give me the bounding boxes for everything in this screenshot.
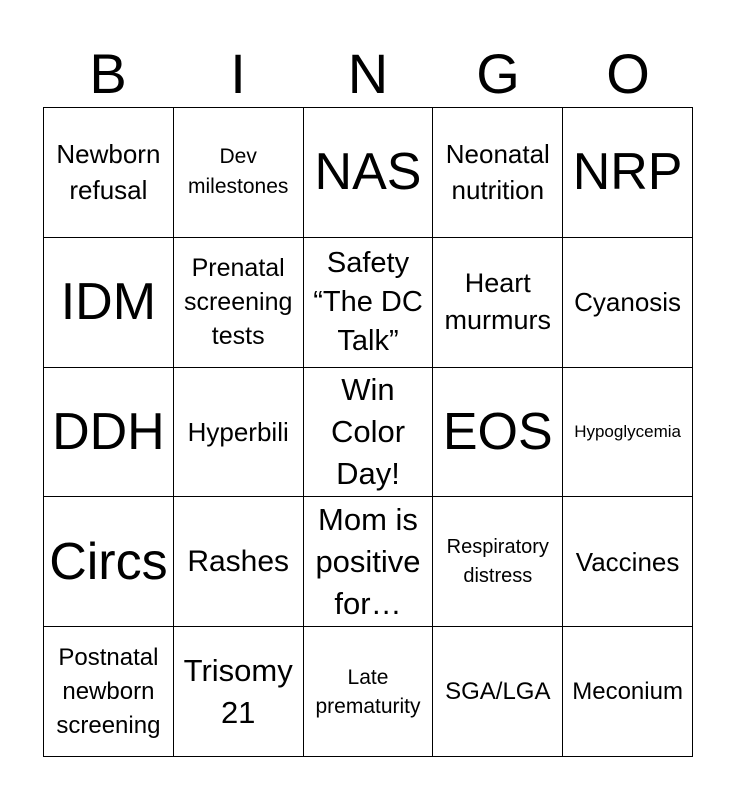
- header-letter-g: G: [476, 42, 520, 105]
- bingo-cell[interactable]: [433, 108, 563, 238]
- bingo-cell[interactable]: [44, 108, 174, 238]
- bingo-cell-label: DDH: [52, 402, 165, 461]
- bingo-cell-label: Neonatal nutrition: [445, 139, 550, 206]
- bingo-cell[interactable]: [563, 108, 693, 238]
- bingo-cell-label: Safety “The DC Talk”: [313, 246, 423, 357]
- bingo-cell[interactable]: [304, 108, 434, 238]
- bingo-cell[interactable]: [433, 368, 563, 498]
- bingo-cell[interactable]: [433, 497, 563, 627]
- bingo-cell-label: Vaccines: [575, 546, 680, 577]
- header-letter-o: O: [606, 42, 650, 105]
- bingo-cell-label: Hyperbili: [187, 416, 289, 447]
- bingo-cell-label: Hypoglycemia: [574, 422, 681, 442]
- bingo-cell[interactable]: [44, 627, 174, 757]
- bingo-cell[interactable]: [433, 238, 563, 368]
- bingo-cell[interactable]: [174, 238, 304, 368]
- bingo-cell-label: Mom is positive for…: [315, 501, 421, 621]
- bingo-cell[interactable]: [44, 238, 174, 368]
- bingo-cell[interactable]: [304, 238, 434, 368]
- header-letter-i: I: [230, 42, 246, 105]
- bingo-cell-label: Dev milestones: [188, 145, 289, 199]
- bingo-cell[interactable]: [44, 497, 174, 627]
- bingo-cell-label: SGA/LGA: [445, 677, 551, 705]
- bingo-cell[interactable]: [174, 108, 304, 238]
- bingo-cell-label: Late prematurity: [315, 665, 421, 718]
- bingo-cell[interactable]: [563, 497, 693, 627]
- bingo-card-grid: [43, 107, 693, 757]
- header-letter-n: N: [347, 42, 389, 105]
- bingo-cell-label: Trisomy 21: [183, 652, 293, 730]
- bingo-cell-label: Cyanosis: [574, 287, 682, 318]
- bingo-cell-label: Prenatal screening tests: [183, 254, 293, 351]
- bingo-cell-label: Circs: [49, 532, 168, 591]
- header-letter-b: B: [89, 42, 127, 105]
- bingo-cell-label: Rashes: [187, 544, 290, 578]
- bingo-cell[interactable]: [433, 627, 563, 757]
- bingo-cell-label: NRP: [572, 143, 683, 202]
- bingo-cell[interactable]: [44, 368, 174, 498]
- bingo-cell[interactable]: [304, 627, 434, 757]
- bingo-cell[interactable]: [304, 368, 434, 498]
- bingo-cell-label: Meconium: [572, 677, 683, 705]
- bingo-cell-label: IDM: [60, 273, 157, 332]
- bingo-header: [43, 40, 693, 108]
- bingo-cell-label: Win Color Day!: [330, 372, 406, 491]
- bingo-cell-label: Heart murmurs: [444, 268, 552, 336]
- bingo-cell-label: Respiratory distress: [446, 535, 549, 587]
- bingo-cell[interactable]: [563, 238, 693, 368]
- bingo-cell[interactable]: [174, 627, 304, 757]
- bingo-cell[interactable]: [563, 627, 693, 757]
- bingo-cell[interactable]: [304, 497, 434, 627]
- bingo-cell[interactable]: [174, 497, 304, 627]
- bingo-cell[interactable]: [174, 368, 304, 498]
- bingo-cell-label: Postnatal newborn screening: [56, 643, 161, 739]
- bingo-cell-label: EOS: [442, 402, 553, 461]
- bingo-cell[interactable]: [563, 368, 693, 498]
- bingo-cell-label: NAS: [314, 143, 422, 202]
- bingo-cell-label: Newborn refusal: [56, 139, 161, 206]
